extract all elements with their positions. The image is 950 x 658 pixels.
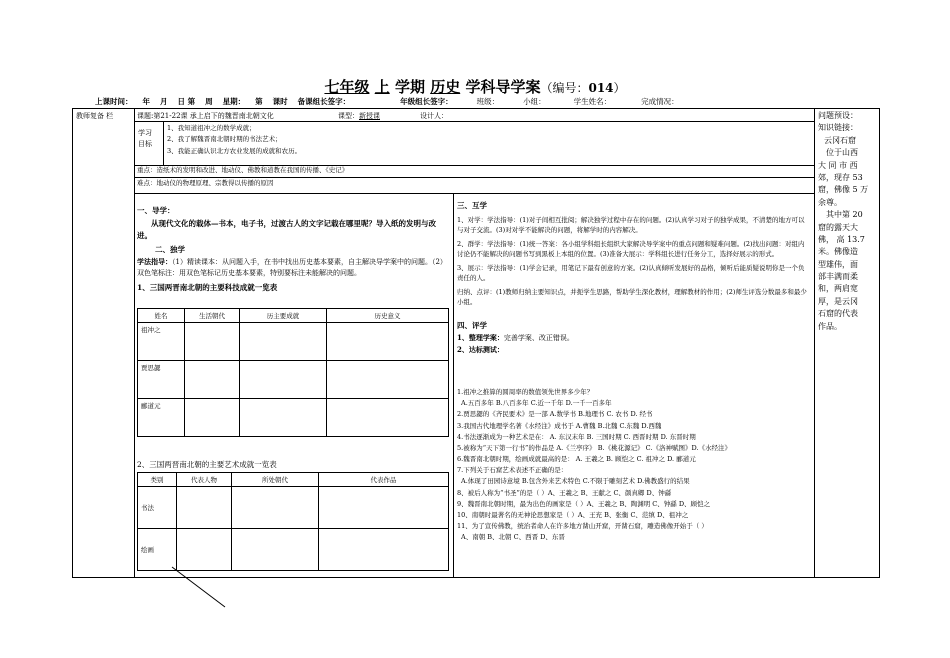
table2-row-label: 绘画: [138, 529, 177, 571]
meta-week: 周: [205, 97, 213, 106]
side-note-line: 位于山西: [826, 148, 858, 158]
table1-cell[interactable]: [185, 361, 240, 399]
teacher-notes-label: 教师复备 栏: [76, 112, 114, 120]
method-guide-text: （1）精读课本：从问题入手，在书中找出历史基本要素，自主解决导学案中的问题。（2）双色笔标注：用双色笔标记历史基本要素，特别要标注未能解决的问题。: [137, 258, 447, 278]
document-title: [0, 76, 950, 97]
lesson-topic: 课题:第21-22课 承上启下的魏晋南北朝文化: [137, 112, 274, 120]
side-note: [818, 110, 878, 333]
side-note-line: 窟的露天大: [818, 222, 858, 232]
section-evaluate-title: 四、评学: [457, 320, 487, 330]
section-mutual-title: 三、互学: [457, 201, 487, 210]
table2-header-dynasty: 所处朝代: [232, 473, 319, 487]
science-table: [137, 308, 449, 437]
meta-grade-sign: 年级组长签字：: [400, 97, 453, 106]
meta-status: 完成情况：: [641, 97, 679, 106]
row-line-4: [134, 193, 814, 194]
meta-period: 课时: [272, 97, 288, 106]
question-item: 9、魏晋南北朝时期，最为出色的画家是（ ）A、王羲之 B、陶渊明 C、钟繇 D、顾恺之: [457, 499, 711, 508]
side-note-line: 作品。: [818, 321, 842, 331]
key-points: 重点：造纸术的发明和改进、地动仪、佛教和道教在我国的传播、《史记》: [137, 166, 349, 174]
mutual-item-summary: 归纳、点评：(1)教师归纳主要知识点，并扼学生思路，帮助学生深化教材，理解教材的作用；(2)师生评选分数最多和最少小组。: [457, 288, 807, 307]
side-note-line: 其中第 20: [826, 210, 863, 220]
left-panel: [137, 205, 449, 293]
table1-row-label: 祖冲之: [138, 323, 185, 361]
section-self-study-title: 二、独学: [155, 245, 185, 255]
side-note-line: 窟，佛像 5 万: [818, 185, 869, 195]
section-guide-text: 从现代文化的载体—书本，电子书，过渡古人的文字记载在哪里呢？导入纸的发明与改进。: [137, 219, 436, 240]
divider-left: [134, 108, 135, 578]
organize-text: 完善学案、改正错误。: [503, 333, 574, 342]
side-note-line: 和，两肩宽: [818, 284, 858, 294]
question-options: A、南朝 B、北朝 C、西晋 D、东晋: [461, 533, 565, 542]
table2-cell[interactable]: [232, 529, 319, 571]
row-line-1: [134, 121, 814, 122]
meta-line: [95, 96, 679, 107]
stray-line-path: [172, 567, 225, 607]
table1-row-label: 贾思勰: [138, 361, 185, 399]
table2-cell[interactable]: [232, 487, 319, 529]
side-note-line: 厚，是云冈: [818, 296, 858, 306]
side-note-line: 型雄伟，面: [818, 259, 858, 269]
table2-header-works: 代表作品: [319, 473, 449, 487]
question-item: 10、南朝时最著名的无神论思想家是（ ）A、王充 B、张衡 C、范缜 D、祖冲之: [457, 510, 689, 519]
goal-label-divider: [163, 121, 164, 165]
table2-header-category: 类别: [138, 473, 177, 487]
meta-month: 月: [160, 97, 168, 106]
table2-title: 2、三国两晋南北朝的主要艺术成就一览表: [137, 460, 277, 469]
side-note-heading: 云冈石窟: [824, 135, 856, 145]
side-note-line: 佛， 高 13.7: [818, 234, 865, 244]
goal-item: 2、我了解魏晋南北朝时期的书法艺术；: [167, 135, 282, 144]
meta-student: 学生姓名：: [573, 97, 612, 106]
question-options: A.体现了田园诗意境 B.包含外来艺术特色 C.不限于雕刻艺术 D.佛教盛行的结果: [461, 477, 690, 486]
goal-item: 1、我知道祖冲之的数学成就；: [167, 124, 256, 132]
table1-cell[interactable]: [327, 323, 449, 361]
meta-prep-sign: 备课组长签字：: [297, 97, 351, 106]
side-note-label-links: 知识链接：: [818, 123, 858, 133]
question-item: 5.被称为“天下第一行书”的作品是 A.《兰亭序》 B.《桃花源记》 C.《洛神赋图》D.《水经注》: [457, 443, 732, 452]
divider-middle: [453, 193, 454, 578]
section-guide-title: 一、导学：: [137, 206, 175, 215]
question-item: 4.书法逐渐成为一种艺术是在： A. 东汉末年 B. 三国时期 C. 西晋时期 D. 东晋时期: [457, 432, 696, 441]
table1-cell[interactable]: [327, 399, 449, 437]
meta-period-no: 第: [255, 97, 263, 106]
side-note-line: 米。佛像造: [818, 247, 858, 257]
table1-cell[interactable]: [240, 361, 327, 399]
side-note-label-questions: 问题预设：: [818, 111, 858, 120]
side-note-line: 郊，现存 53: [818, 172, 863, 182]
meta-weekday: 星期：: [222, 97, 246, 106]
meta-day-week: 日 第: [177, 97, 196, 106]
test-label: 2、达标测试：: [457, 344, 504, 354]
number-value: 014: [588, 81, 614, 95]
title-term: 上: [374, 78, 390, 96]
table2-header-person: 代表人物: [177, 473, 232, 487]
table1-title: 1、三国两晋南北朝的主要科技成就一览表: [137, 282, 278, 292]
table1-cell[interactable]: [185, 399, 240, 437]
question-item: 1.祖冲之推算的圆周率的数值领先世界多少年？: [457, 388, 594, 396]
question-item: 3.我国古代地理学名著《水经注》成书于 A.曹魏 B.北魏 C.东魏 D.西魏: [457, 421, 662, 430]
question-item: 2.贾思勰的《齐民要术》是一部 A.数学书 B.地理书 C. 农书 D. 经书: [457, 410, 653, 419]
divider-right: [814, 108, 815, 578]
table2-row-label: 书法: [138, 487, 177, 529]
question-item: 6.魏晋南北朝时期，绘画成就最高的是： A. 王羲之 B. 顾恺之 C. 祖冲之 D. 郦道元: [457, 455, 696, 464]
number-label: （编号：: [540, 81, 589, 95]
table2-cell[interactable]: [319, 487, 449, 529]
mutual-item-group: 2、群学：学法指导：(1)统一答案：各小组学科组长组织大家解决导学案中的重点问题和疑难问题。(2)找出问题：对组内讨论仍不能解决的问题书写到黑板上本组的位置。(3)准备大展示：学科组长进行任务分工，选择好展示的形式。: [457, 240, 805, 259]
title-grade: 七年级: [324, 78, 370, 96]
art-table: [137, 472, 449, 571]
mutual-item-pair: 1、对学：学法指导：(1)对子间相互批阅；解决独学过程中存在的问题。(2)认真学习对子的独学成果，不清楚的地方可以与对子交流。(3)对对学不能解决的问题，将解学时的内容解决。: [457, 216, 805, 235]
lesson-type: [338, 111, 380, 121]
lesson-type-value: 新授课: [359, 112, 380, 120]
title-suffix: 学科导学案: [465, 78, 541, 96]
difficult-points: 难点：地动仪的物理原理、宗教得以传播的原因: [137, 179, 274, 187]
meta-year: 年: [142, 97, 150, 106]
goal-item: 3、我能正确认识北方农业发展的成就和农历。: [167, 146, 302, 155]
question-list: [457, 387, 811, 543]
goals-label-1: 学习: [138, 129, 152, 137]
row-line-3: [134, 177, 814, 178]
table1-cell[interactable]: [240, 399, 327, 437]
table1-header-name: 姓名: [138, 309, 185, 323]
question-options: A.五百多年 B.八百多年 C.近一千年 D.一千一百多年: [461, 399, 612, 408]
stray-line: [170, 565, 230, 610]
table2-cell[interactable]: [319, 529, 449, 571]
goals-label-2: 目标: [138, 140, 152, 149]
table1-header-achievement: 历主要成就: [240, 309, 327, 323]
meta-group: 小组：: [523, 97, 546, 106]
table1-header-significance: 历史意义: [327, 309, 449, 323]
mutual-item-show: 3、展示：学法指导：(1)学会记录，用笔记下最有创意的方案。(2)认真倾听发展好的品格，倾听后能质疑说明你是一个负责任的人。: [457, 264, 805, 283]
table2-cell[interactable]: [177, 487, 232, 529]
method-guide-label: 学法指导：: [137, 257, 172, 267]
goals-label: [138, 128, 152, 150]
meta-class: 班级：: [476, 97, 500, 106]
goals-list: [167, 123, 301, 157]
title-semester: 学期: [394, 78, 425, 96]
table1-cell[interactable]: [327, 361, 449, 399]
lesson-type-label: 课型：: [338, 112, 359, 120]
meta-time: 上课时间：: [95, 97, 133, 106]
question-item: 7.下列关于石窟艺术表述不正确的是：: [457, 466, 568, 475]
side-note-line: 余尊。: [818, 197, 842, 207]
section-self-study-text: [137, 256, 449, 279]
right-panel: [457, 200, 811, 355]
lesson-designer: 设计人：: [420, 112, 448, 120]
table1-cell[interactable]: [185, 323, 240, 361]
table1-cell[interactable]: [240, 323, 327, 361]
side-note-line: 大 同 市 西: [818, 160, 858, 170]
question-item: 11、为了宣传佛教，统治者命人在许多地方凿山开窟，开凿石窟，雕造佛像开始于（ ）: [457, 522, 708, 531]
table1-row-label: 郦道元: [138, 399, 185, 437]
side-note-line: 石窟的代表: [818, 309, 858, 319]
number-close: ）: [613, 81, 626, 95]
organize-label: 1、整理学案：: [457, 332, 504, 342]
question-item: 8、被后人称为“书圣”的是（ ）A、王羲之 B、王献之 C、颜真卿 D、钟繇: [457, 488, 672, 497]
table1-header-dynasty: 生活朝代: [185, 309, 240, 323]
title-subject: 历史: [430, 78, 461, 96]
side-note-line: 部丰满而柔: [818, 272, 858, 282]
